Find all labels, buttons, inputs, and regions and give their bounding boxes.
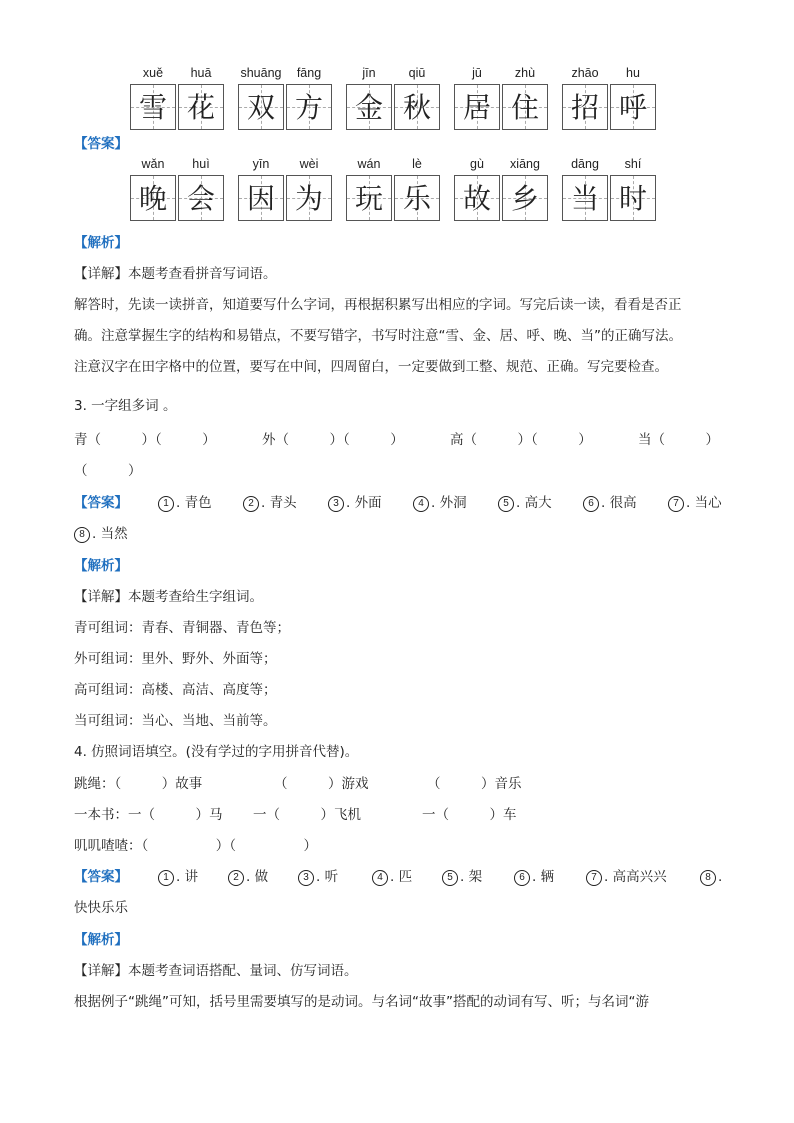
tianzige-cell: 花 <box>178 84 224 130</box>
tianzige-cell: 乡 <box>502 175 548 221</box>
tianzige-cell: 当 <box>562 175 608 221</box>
answer-tag: 【答案】 <box>74 495 128 511</box>
blank-item: 一（ ）车 <box>422 807 517 823</box>
answer-item: 5 . 高大 <box>498 493 552 513</box>
pinyin: qiū <box>408 66 426 80</box>
answer-item: 8 . 当然 <box>74 524 128 544</box>
answer-item: 7 . 高高兴兴 <box>586 867 667 887</box>
answer-item: 6 . 很高 <box>583 493 637 513</box>
analysis-tag: 【解析】 <box>74 558 128 574</box>
pinyin: xuě <box>142 66 164 80</box>
tianzige-cell: 雪 <box>130 84 176 130</box>
blank-item: （ ）音乐 <box>427 776 522 792</box>
paragraph: 高可组词：高楼、高洁、高度等； <box>74 682 277 698</box>
analysis-tag: 【解析】 <box>74 932 128 948</box>
detail-text: 本题考查词语搭配、量词、仿写词语。 <box>128 963 358 979</box>
tianzige-cell: 呼 <box>610 84 656 130</box>
pinyin: fāng <box>296 66 322 80</box>
answer-tag: 【答案】 <box>74 136 128 152</box>
blank-item: 一本书：一（ ）马 <box>74 807 223 823</box>
pinyin: xiāng <box>510 157 540 171</box>
blank-item: 外（ ）（ ） <box>262 432 404 448</box>
tianzige-cell: 秋 <box>394 84 440 130</box>
answer-item: 1 . 青色 <box>158 493 212 513</box>
pinyin: huā <box>190 66 212 80</box>
tianzige-cell: 玩 <box>346 175 392 221</box>
pinyin: dāng <box>571 157 599 171</box>
tianzige-cell: 会 <box>178 175 224 221</box>
detail-tag: 【详解】 <box>74 963 128 979</box>
blank-item: 青（ ）（ ） <box>74 432 216 448</box>
detail-line <box>74 587 263 607</box>
pinyin: shí <box>624 157 642 171</box>
detail-text: 本题考查给生字组词。 <box>128 589 263 605</box>
blank-item: （ ） <box>74 463 142 479</box>
blank-item: 高（ ）（ ） <box>450 432 592 448</box>
answer-item: 7 . 当心 <box>668 493 722 513</box>
tianzige-cell: 金 <box>346 84 392 130</box>
paragraph: 注意汉字在田字格中的位置，要写在中间，四周留白，一定要做到工整、规范、正确。写完要检查。 <box>74 359 668 375</box>
tianzige-cell: 双 <box>238 84 284 130</box>
paragraph: 青可组词：青春、青铜器、青色等； <box>74 620 290 636</box>
pinyin: lè <box>412 157 422 171</box>
pinyin: jū <box>472 66 482 80</box>
tianzige-cell: 住 <box>502 84 548 130</box>
question-title: 3. 一字组多词 。 <box>74 398 177 414</box>
tianzige-cell: 晚 <box>130 175 176 221</box>
question-title: 4. 仿照词语填空。(没有学过的字用拼音代替)。 <box>74 744 359 760</box>
pinyin: gù <box>470 157 484 171</box>
blank-item: 当（ ） <box>638 432 719 448</box>
pinyin: hu <box>626 66 640 80</box>
answer-item: 3 . 外面 <box>328 493 382 513</box>
tianzige-cell: 乐 <box>394 175 440 221</box>
tianzige-cell: 故 <box>454 175 500 221</box>
tianzige-cell: 时 <box>610 175 656 221</box>
paragraph: 当可组词：当心、当地、当前等。 <box>74 713 277 729</box>
answer-item: 1 . 讲 <box>158 867 198 887</box>
blank-item: 跳绳：（ ）故事 <box>74 776 203 792</box>
answer-item: 3 . 听 <box>298 867 338 887</box>
pinyin: shuāng <box>240 66 282 80</box>
tianzige-cell: 因 <box>238 175 284 221</box>
answer-item: 8 . <box>700 867 722 887</box>
pinyin: wán <box>357 157 381 171</box>
paragraph: 确。注意掌握生字的结构和易错点，不要写错字，书写时注意“雪、金、居、呼、晚、当”的正确写法。 <box>74 328 682 344</box>
tianzige-cell: 方 <box>286 84 332 130</box>
tianzige-cell: 为 <box>286 175 332 221</box>
detail-line <box>74 961 358 981</box>
pinyin: yīn <box>252 157 270 171</box>
answer-item: 4 . 外洞 <box>413 493 467 513</box>
detail-tag: 【详解】 <box>74 266 128 282</box>
paragraph: 根据例子“跳绳”可知，括号里需要填写的是动词。与名词“故事”搭配的动词有写、听；与名词“游 <box>74 994 649 1010</box>
analysis-tag: 【解析】 <box>74 235 128 251</box>
answer-item: 6 . 辆 <box>514 867 554 887</box>
answer-tag: 【答案】 <box>74 869 128 885</box>
pinyin: zhù <box>514 66 536 80</box>
tianzige-cell: 招 <box>562 84 608 130</box>
pinyin: jīn <box>362 66 376 80</box>
detail-tag: 【详解】 <box>74 589 128 605</box>
pinyin: wèi <box>299 157 319 171</box>
blank-item: 一（ ）飞机 <box>253 807 361 823</box>
blank-item: （ ）游戏 <box>274 776 369 792</box>
pinyin: zhāo <box>571 66 599 80</box>
answer-item: 4 . 匹 <box>372 867 412 887</box>
paragraph: 解答时，先读一读拼音，知道要写什么字词，再根据积累写出相应的字词。写完后读一读，看看是否正 <box>74 297 682 313</box>
answer-item: 2 . 青头 <box>243 493 297 513</box>
blank-item: 叽叽喳喳：（ ）（ ） <box>74 838 317 854</box>
answer-wrap: 快快乐乐 <box>74 900 128 916</box>
answer-item: 5 . 架 <box>442 867 482 887</box>
detail-text: 本题考查看拼音写词语。 <box>128 266 277 282</box>
paragraph: 外可组词：里外、野外、外面等； <box>74 651 277 667</box>
pinyin: wǎn <box>141 157 165 171</box>
answer-item: 2 . 做 <box>228 867 268 887</box>
tianzige-cell: 居 <box>454 84 500 130</box>
detail-line <box>74 264 277 284</box>
pinyin: huì <box>192 157 210 171</box>
